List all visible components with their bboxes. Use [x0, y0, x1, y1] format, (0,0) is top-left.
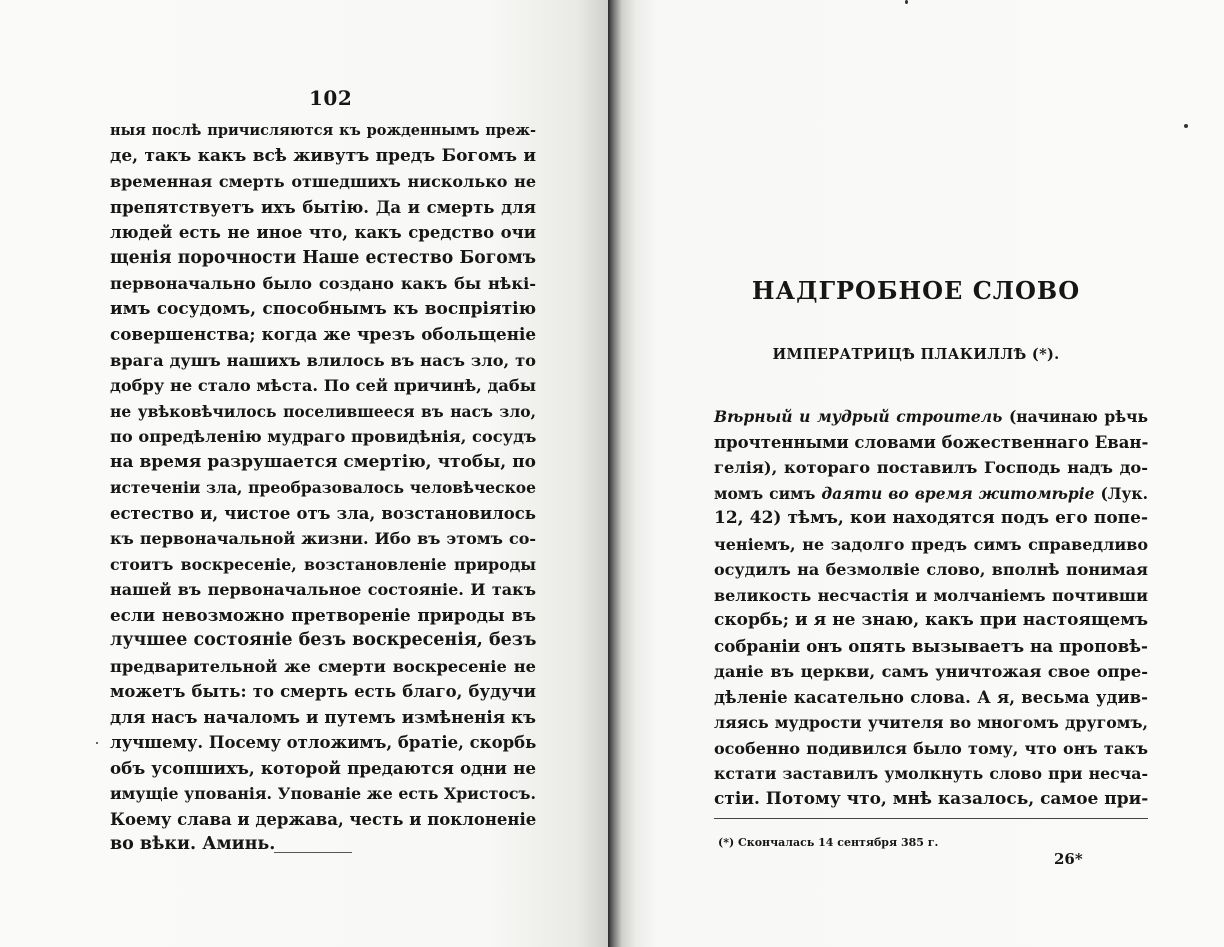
text-line: добру не стало мѣста. По сей причинѣ, дабы	[110, 376, 536, 395]
ink-speck	[905, 0, 908, 4]
ink-speck	[96, 742, 98, 744]
page-number: 102	[309, 86, 353, 110]
text-line	[714, 787, 1148, 813]
right-page	[608, 0, 1224, 947]
text-segment: дѣленіе касательно слова. А я, весьма удив-	[714, 687, 1148, 707]
text-segment: особенно подивился было тому, что онъ такъ	[714, 738, 1148, 758]
left-page	[0, 0, 608, 947]
text-line: нашей въ первоначальное состояніе. И такъ	[110, 580, 536, 599]
sermon-subtitle: ИМПЕРАТРИЦѢ ПЛАКИЛЛѢ (*).	[772, 346, 1060, 363]
text-line: можетъ быть: то смерть есть благо, будучи	[110, 682, 536, 701]
text-segment: скорбь; и я не знаю, какъ при настоящемъ	[714, 610, 1148, 630]
footnote: (*) Скончалась 14 сентября 385 г.	[718, 836, 939, 849]
text-line	[714, 685, 1148, 711]
text-line: объ усопшихъ, которой предаются одни не	[110, 757, 536, 778]
text-line: по опредѣленію мудраго провидѣнія, сосудъ	[110, 427, 537, 446]
text-segment: собраніи онъ опять вызываетъ на проповѣ-	[714, 635, 1148, 656]
italic-quote: Вѣрный и мудрый строитель	[714, 407, 1003, 426]
text-line	[714, 634, 1148, 660]
text-line: если невозможно претвореніе природы въ	[110, 604, 536, 625]
text-line	[714, 430, 1148, 456]
text-line	[714, 583, 1148, 609]
text-line	[714, 736, 1148, 762]
italic-quote: даяти во время житомѣріе	[821, 483, 1095, 503]
text-line: на время разрушается смертію, чтобы, по	[110, 451, 536, 472]
text-segment: (начинаю рѣчь	[1002, 407, 1148, 426]
text-segment: ляясь мудрости учителя во многомъ другомъ,	[714, 713, 1148, 732]
text-line: истеченіи зла, преобразовалось человѣческое	[110, 478, 536, 497]
sermon-title: НАДГРОБНОЕ СЛОВО	[751, 276, 1081, 305]
text-segment: 12, 42) тѣмъ, кои находятся подъ его попе-	[714, 508, 1148, 528]
text-line: лучшему. Посему отложимъ, братіе, скорбь	[110, 733, 537, 752]
ink-speck	[1184, 124, 1188, 128]
text-line	[714, 761, 1148, 787]
text-line	[714, 506, 1148, 532]
text-line	[714, 710, 1148, 736]
text-segment: великость несчастія и молчаніемъ почтивши	[714, 585, 1148, 605]
text-segment: даніе въ церкви, самъ уничтожая свое опре-	[714, 662, 1148, 681]
text-segment: (Лук.	[1094, 483, 1148, 503]
text-line	[714, 481, 1148, 507]
text-line: временная смерть отшедшихъ нисколько не	[110, 172, 536, 191]
text-line: стоитъ воскресеніе, возстановленіе природы	[110, 554, 536, 574]
text-segment: прочтенными словами божественнаго Еван-	[714, 432, 1149, 452]
text-line: щенія порочности Наше естество Богомъ	[110, 247, 536, 268]
text-line: де, такъ какъ всѣ живутъ предъ Богомъ и	[110, 145, 536, 166]
text-line	[714, 557, 1148, 583]
text-line: къ первоначальной жизни. Ибо въ этомъ со-	[110, 529, 536, 548]
text-segment: момъ симъ	[714, 483, 822, 503]
text-segment: гелія), котораго поставилъ Господь надъ до-	[714, 458, 1148, 477]
text-line: препятствуетъ ихъ бытію. Да и смерть для	[110, 197, 536, 217]
text-segment: кстати заставилъ умолкнуть слово при несча-	[714, 764, 1148, 783]
text-line: не увѣковѣчилось поселившееся въ насъ зло,	[110, 401, 536, 421]
text-line: врага душъ нашихъ влилось въ насъ зло, то	[110, 350, 536, 370]
text-line: для насъ началомъ и путемъ измѣненія къ	[110, 706, 536, 727]
text-line: первоначально было создано какъ бы нѣкі-	[110, 274, 536, 293]
right-page-text	[714, 404, 1148, 812]
left-page-text	[110, 118, 536, 858]
printer-signature: 26*	[1054, 850, 1083, 868]
text-segment: ченіемъ, не задолго предъ симъ справедливо	[714, 534, 1148, 554]
text-line: имъ сосудомъ, способнымъ къ воспріятію	[110, 298, 536, 319]
text-line: ныя послѣ причисляются къ рожденнымъ преж-	[110, 122, 536, 139]
end-rule	[274, 852, 352, 853]
text-line	[714, 659, 1148, 685]
text-line	[714, 404, 1148, 430]
text-segment: осудилъ на безмолвіе слово, вполнѣ понимая	[714, 560, 1148, 579]
text-line: лучшее состояніе безъ воскресенія, безъ	[110, 630, 537, 650]
text-line: Коему слава и держава, честь и поклоненіе	[110, 809, 537, 829]
text-line: людей есть не иное что, какъ средство очи	[110, 223, 536, 242]
text-line: естество и, чистое отъ зла, возстановилось	[110, 503, 536, 523]
text-line	[714, 608, 1148, 634]
text-line: совершенства; когда же чрезъ обольщеніе	[110, 324, 536, 344]
text-line	[714, 455, 1148, 481]
text-line	[714, 532, 1148, 558]
text-segment: стіи. Потому что, мнѣ казалось, самое при-	[714, 788, 1149, 809]
footnote-rule	[714, 818, 1148, 819]
text-line: имущіе упованія. Упованіе же есть Христосъ.	[110, 784, 536, 803]
text-line: во вѣки. Аминь.	[110, 834, 276, 854]
text-line: предварительной же смерти воскресеніе не	[110, 656, 536, 676]
